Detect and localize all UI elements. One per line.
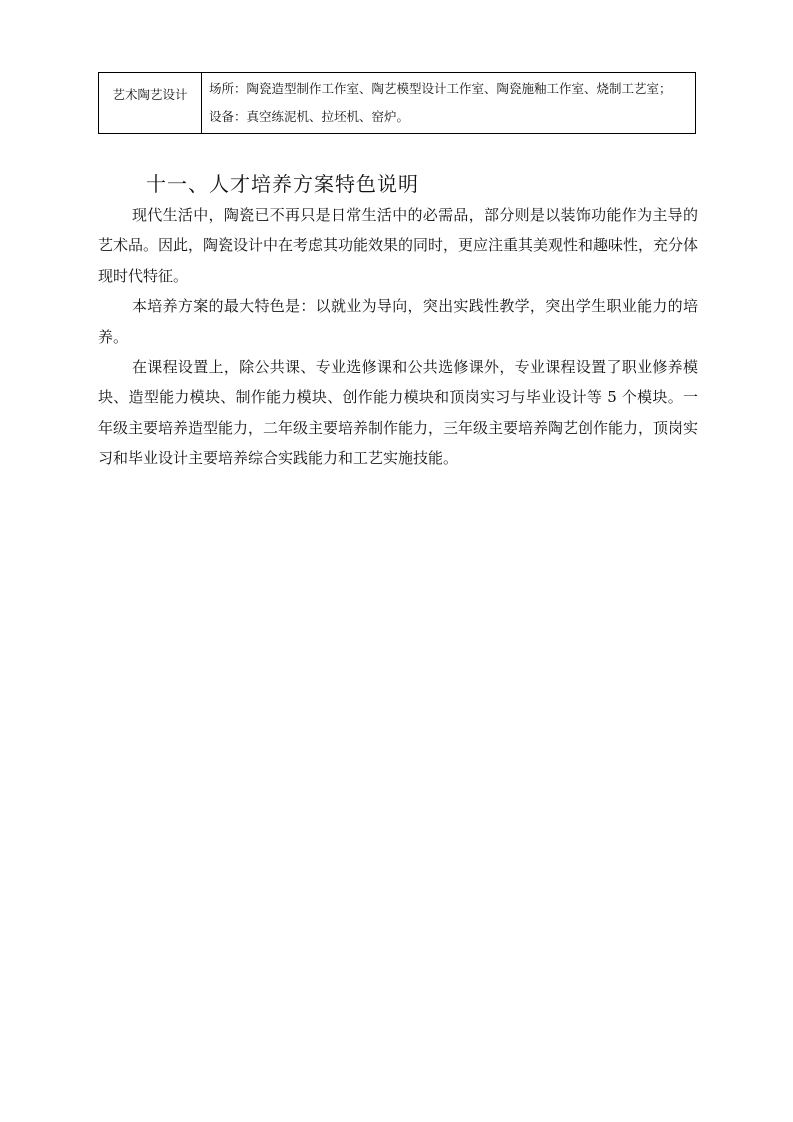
paragraph: 现代生活中，陶瓷已不再只是日常生活中的必需品，部分则是以装饰功能作为主导的艺术品。因此，陶瓷设计中在考虑其功能效果的同时，更应注重其美观性和趣味性，充分体现时代特征。 xyxy=(98,206,699,285)
venue-line: 场所：陶瓷造型制作工作室、陶艺模型设计工作室、陶瓷施釉工作室、烧制工艺室； xyxy=(209,81,672,96)
paragraph: 在课程设置上，除公共课、专业选修课和公共选修课外，专业课程设置了职业修养模块、造型能力模块、制作能力模块、创作能力模块和顶岗实习与毕业设计等 5 个模块。一年级主要培养造型能力，二年级主要培养制作能力，三年级主要培养陶艺创作能力，顶岗实习和毕业设计主要培养综合实践能力和工艺实施技能。 xyxy=(98,358,699,468)
facility-table xyxy=(98,72,696,134)
course-name: 艺术陶艺设计 xyxy=(112,87,188,102)
section-body xyxy=(98,200,698,474)
equipment-line: 设备：真空练泥机、拉坯机、窑炉。 xyxy=(209,109,410,124)
paragraph: 本培养方案的最大特色是：以就业为导向，突出实践性教学，突出学生职业能力的培养。 xyxy=(98,297,698,346)
course-name-cell xyxy=(99,73,202,134)
section-heading: 十一、人才培养方案特色说明 xyxy=(146,172,419,196)
facility-cell xyxy=(202,73,696,134)
table-row xyxy=(99,73,696,134)
